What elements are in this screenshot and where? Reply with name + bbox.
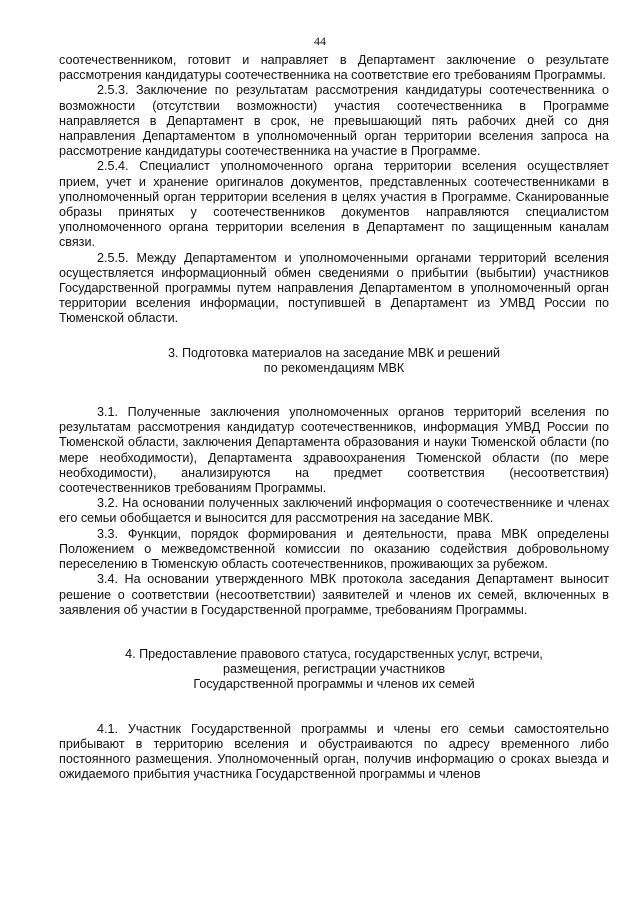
paragraph-3-2: 3.2. На основании полученных заключений информация о соотечественнике и членах его семьи обобщается и выносится для рассмотрения на заседание МВК. — [59, 496, 609, 526]
paragraph-2-5-4: 2.5.4. Специалист уполномоченного органа территории вселения осуществляет прием, учет и хранение оригиналов документов, представленных соотечественниками в уполномоченный орган территории вселения в целях участия в Программе. Сканированные образы принятых у соотечественников документов направляются специалистом уполномоченного органа территории вселения в Департамент по защищенным каналам связи. — [59, 159, 609, 250]
section-3-heading-line-1: 3. Подготовка материалов на заседание МВК и решений — [167, 345, 501, 360]
section-3-heading-line-2: по рекомендациям МВК — [263, 360, 405, 375]
section-3-heading — [59, 346, 609, 376]
paragraph-3-3: 3.3. Функции, порядок формирования и деятельности, права МВК определены Положением о межведомственной комиссии по оказанию содействия добровольному переселению в Тюменскую область соотечественников, проживающих за рубежом. — [59, 526, 609, 572]
section-4-heading-line-1: 4. Предоставление правового статуса, государственных услуг, встречи, — [125, 646, 543, 661]
paragraph-2-5-5: 2.5.5. Между Департаментом и уполномоченными органами территорий вселения осуществляется информационный обмен сведениями о прибытии (выбытии) участников Государственной программы путем направления Департаментом в уполномоченный орган территории вселения информации, поступившей в Департамент из УМВД России по Тюменской области. — [59, 250, 609, 326]
paragraph-continuation: соотечественником, готовит и направляет в Департамент заключение о результате рассмотрения кандидатуры соотечественника на соответствие его требованиям Программы. — [59, 53, 609, 83]
section-4-heading-line-3: Государственной программы и членов их семей — [193, 677, 475, 692]
section-4-heading — [59, 647, 609, 693]
paragraph-4-1: 4.1. Участник Государственной программы и члены его семьи самостоятельно прибывают в территорию вселения и обустраиваются по адресу временного либо постоянного размещения. Уполномоченный орган, получив информацию о сроках выезда и ожидаемого прибытия участника Государственной программы и членов — [59, 721, 609, 782]
page-number: 44 — [314, 34, 326, 48]
paragraph-3-1: 3.1. Полученные заключения уполномоченных органов территорий вселения по результатам рассмотрения кандидатур соотечественников, информация УМВД России по Тюменской области, заключения Департамента образования и науки Тюменской области (по мере необходимости), Департамента здравоохранения Тюменской области (по мере необходимости), анализируются на предмет соответствия (несоответствия) соотечественников требованиям Программы. — [59, 405, 609, 496]
document-body — [59, 53, 609, 782]
section-4-heading-line-2: размещения, регистрации участников — [222, 662, 446, 677]
paragraph-2-5-3: 2.5.3. Заключение по результатам рассмотрения кандидатуры соотечественника о возможности (отсутствии возможности) участия соотечественника в Программе направляется в Департамент в срок, не превышающий пять рабочих дней со дня направления Департаментом в уполномоченный орган территории вселения запроса на рассмотрение кандидатуры соотечественника на участие в Программе. — [59, 83, 609, 159]
paragraph-3-4: 3.4. На основании утвержденного МВК протокола заседания Департамент выносит решение о соответствии (несоответствии) заявителей и членов их семей, включенных в заявления об участии в Государственной программе, требованиям Программы. — [59, 572, 609, 617]
